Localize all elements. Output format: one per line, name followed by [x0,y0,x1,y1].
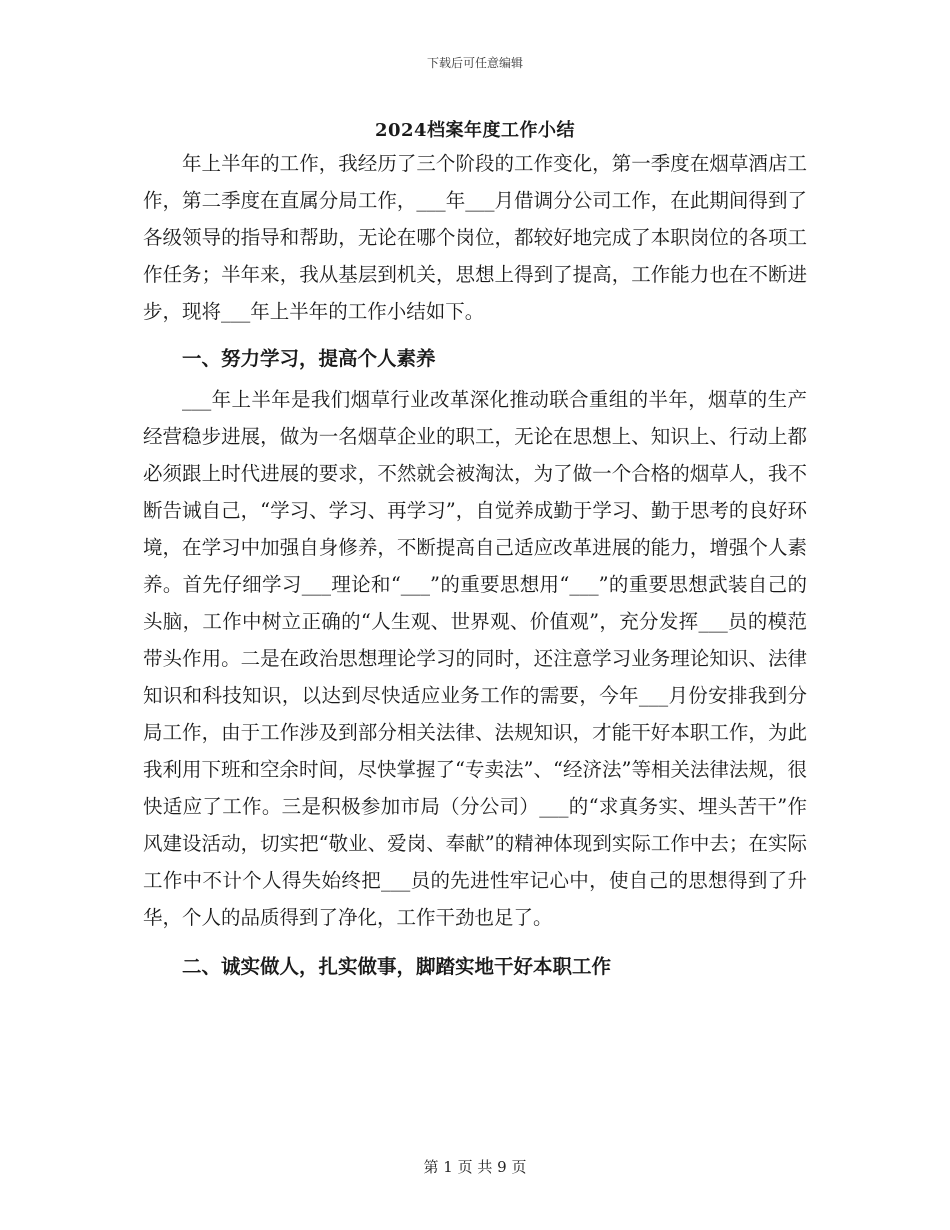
intro-paragraph: 年上半年的工作，我经历了三个阶段的工作变化，第一季度在烟草酒店工作，第二季度在直属分局工作，___年___月借调分公司工作，在此期间得到了各级领导的指导和帮助，无论在哪个岗位，都较好地完成了本职岗位的各项工作任务；半年来，我从基层到机关，思想上得到了提高，工作能力也在不断进步，现将___年上半年的工作小结如下。 [143,152,807,323]
section1-paragraph: ___年上半年是我们烟草行业改革深化推动联合重组的半年，烟草的生产经营稳步进展，做为一名烟草企业的职工，无论在思想上、知识上、行动上都必须跟上时代进展的要求，不然就会被淘汰，为了做一个合格的烟草人，我不断告诫自己，“学习、学习、再学习”，自觉养成勤于学习、勤于思考的良好环境，在学习中加强自身修养，不断提高自己适应改革进展的能力，增强个人素养。首先仔细学习___理论和“___”的重要思想用“___”的重要思想武装自己的头脑，工作中树立正确的“人生观、世界观、价值观”，充分发挥___员的模范带头作用。二是在政治思想理论学习的同时，还注意学习业务理论知识、法律知识和科技知识，以达到尽快适应业务工作的需要，今年___月份安排我到分局工作，由于工作涉及到部分相关法律、法规知识，才能干好本职工作，为此我利用下班和空余时间，尽快掌握了“专卖法”、“经济法”等相关法律法规，很快适应了工作。三是积极参加市局（分公司）___的“求真务实、埋头苦干”作风建设活动，切实把“敬业、爱岗、奉献”的精神体现到实际工作中去；在实际工作中不计个人得失始终把___员的先进性牢记心中，使自己的思想得到了升华，个人的品质得到了净化，工作干劲也足了。 [143,388,807,929]
document-title: 2024档案年度工作小结 [374,120,576,141]
header-note: 下载后可任意编辑 [426,56,523,70]
document-body [143,145,807,985]
page-footer: 第 1 页 共 9 页 [423,1158,527,1176]
section-heading-2: 二、诚实做人，扎实做事，脚踏实地干好本职工作 [182,955,612,978]
section-heading-1: 一、努力学习，提高个人素养 [182,347,436,370]
